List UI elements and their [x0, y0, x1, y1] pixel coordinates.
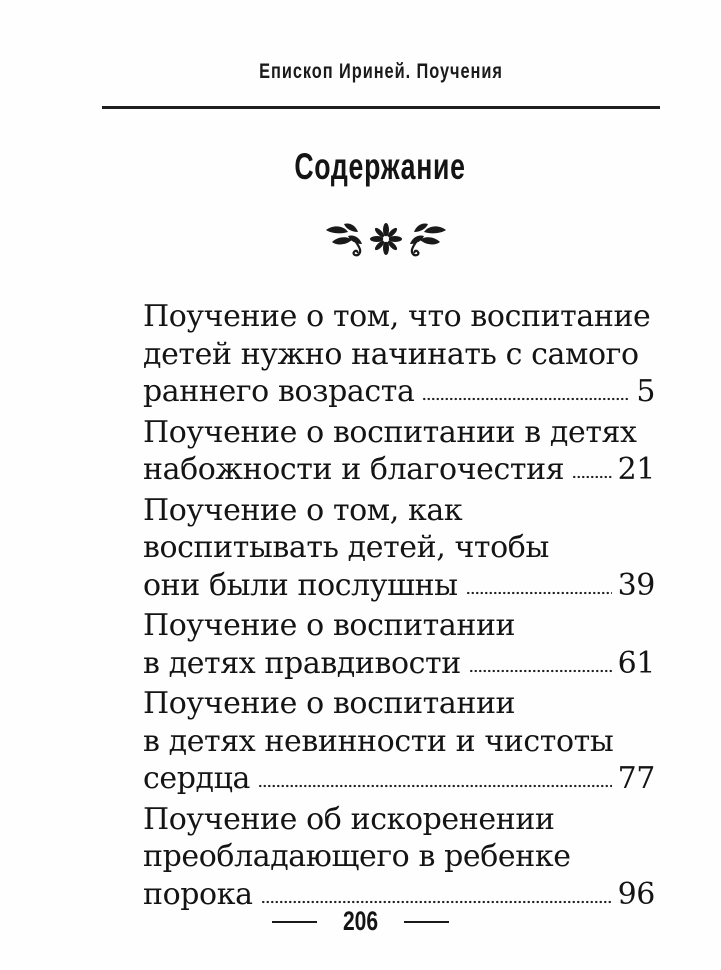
toc-entry[interactable]	[143, 685, 655, 798]
dot-leader	[422, 397, 630, 401]
toc-entry[interactable]	[143, 801, 655, 914]
toc-page-number: 77	[617, 761, 655, 796]
toc-entry-title-line: Поучение о том, что воспитание	[143, 299, 651, 334]
toc-entry-title-line: Поучение о воспитании	[143, 608, 516, 643]
toc-page-number: 96	[617, 876, 655, 912]
toc-entry-title-line: Поучение о воспитании	[143, 686, 516, 721]
toc-entry-title-line: порока	[143, 876, 253, 912]
dot-leader	[469, 669, 612, 673]
toc-entry-title-line: детей нужно начинать с самого	[143, 336, 639, 372]
toc-entry-title-line: они были послушны	[143, 567, 458, 603]
toc-entry-title-line: в детях невинности и чистоты	[143, 723, 614, 759]
toc-entry-title-line: набожности и благочестия	[143, 452, 565, 487]
toc-entry-title-line: воспитывать детей, чтобы	[143, 530, 549, 565]
dot-leader	[258, 784, 612, 788]
folio-dash-right	[404, 921, 449, 923]
toc-entry[interactable]	[143, 298, 655, 411]
toc-entry-title-line: Поучение о том, как	[143, 492, 463, 528]
toc-entry[interactable]	[143, 414, 655, 489]
toc-page-number: 39	[617, 567, 655, 603]
dot-leader	[466, 591, 612, 595]
toc-entry[interactable]	[143, 492, 655, 605]
page-title: Содержание	[294, 146, 466, 187]
toc-entry-title-line: Поучение о воспитании в детях	[143, 414, 637, 450]
dot-leader	[261, 900, 612, 904]
running-head: Епископ Ириней. Поучения	[259, 60, 503, 83]
toc-entry[interactable]	[143, 607, 655, 682]
toc-entry-title-line: Поучение об искоренении	[143, 801, 555, 837]
toc-page-number: 61	[617, 645, 655, 681]
page-footer	[0, 906, 721, 937]
toc-entry-title-line: раннего возраста	[143, 374, 415, 409]
folio-dash-left	[272, 921, 317, 923]
floral-ornament-icon	[322, 218, 450, 258]
toc-entry-title-line: преобладающего в ребенке	[143, 839, 571, 874]
toc-entry-title-line: в детях правдивости	[143, 645, 461, 681]
page-number: 206	[342, 906, 379, 936]
toc-page-number: 21	[617, 452, 655, 487]
toc-entry-title-line: сердца	[143, 761, 251, 796]
dot-leader	[572, 475, 611, 479]
header-rule	[102, 106, 660, 109]
toc-page-number: 5	[636, 374, 655, 409]
table-of-contents	[143, 298, 655, 916]
